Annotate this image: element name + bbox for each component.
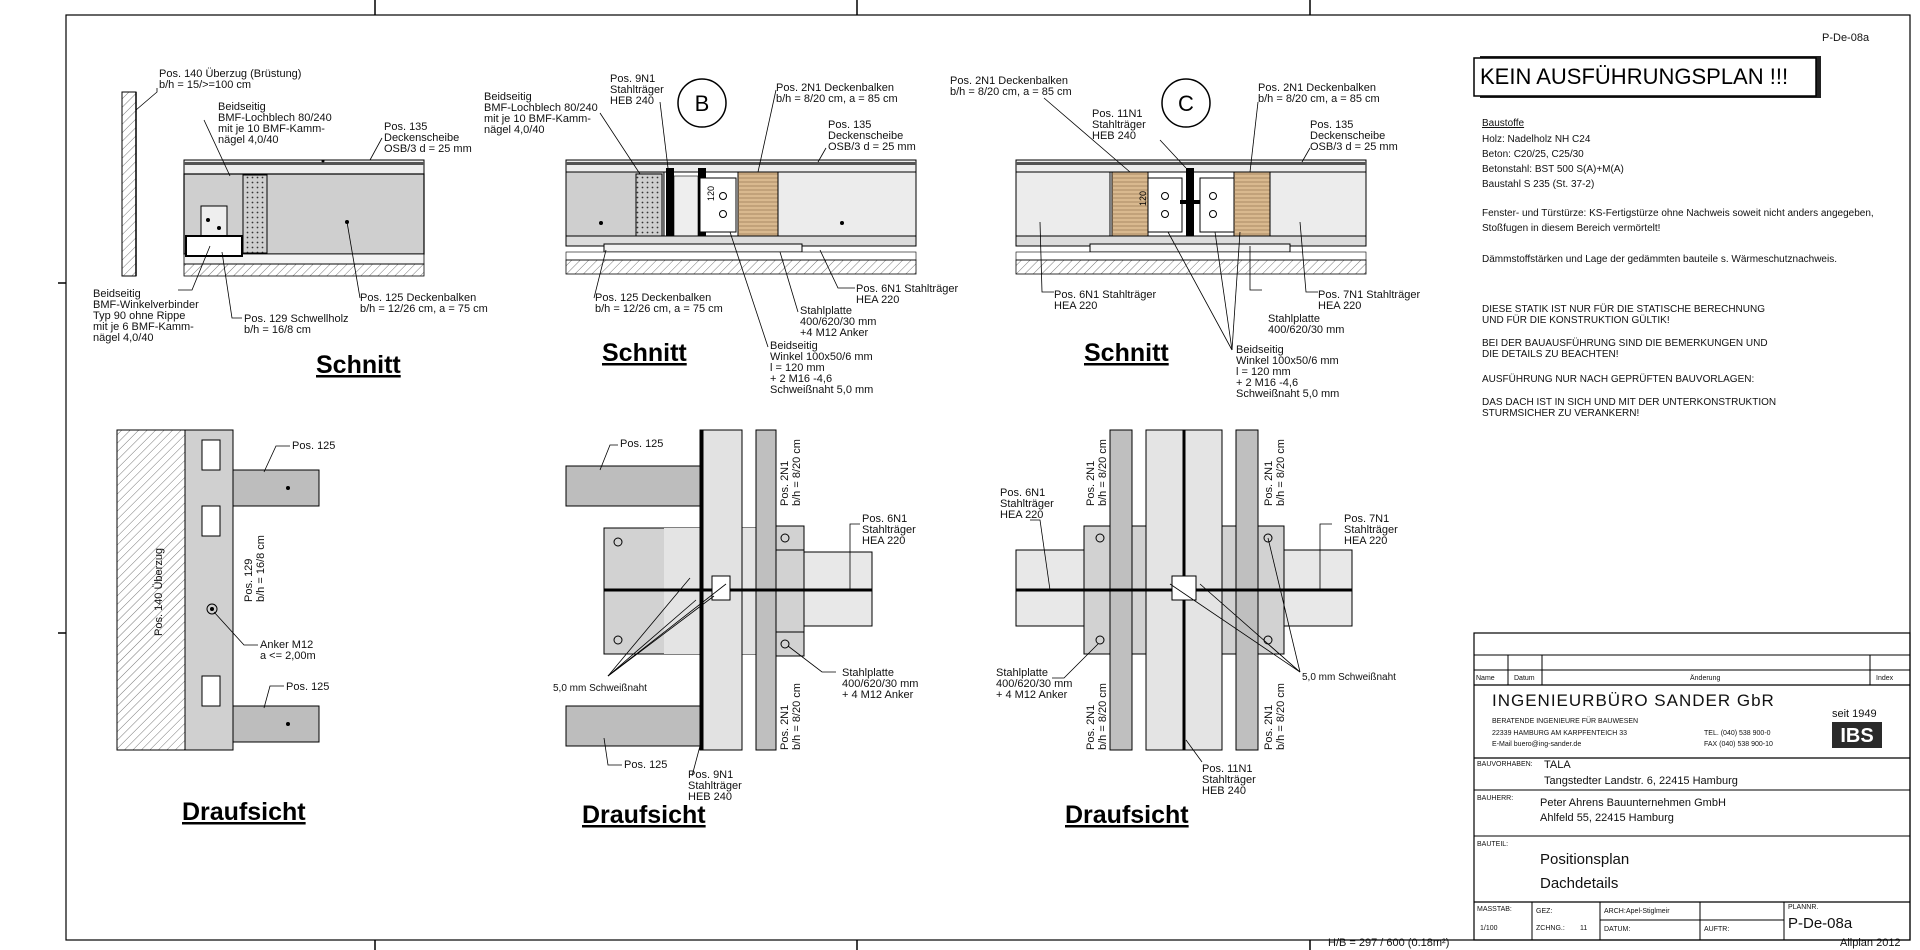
label-b-pos9n1-1: Pos. 9N1 (610, 73, 656, 85)
plan-a-pos140: Pos. 140 Überzug (153, 547, 165, 636)
plan-c-pos6n1-2: Stahlträger (1000, 498, 1054, 510)
label-c-pos135-2: Deckenscheibe (1310, 130, 1386, 142)
tb-lbl-arch: ARCH: (1604, 908, 1626, 915)
label-b-lochblech-4: nägel 4,0/40 (484, 124, 545, 136)
plan-a-pos125-bottom: Pos. 125 (286, 681, 330, 693)
plan-a-pos129-1: Pos. 129 (243, 558, 255, 602)
label-b-stahlplatte-1: Stahlplatte (800, 305, 852, 317)
tb-bauherr-2: Ahlfeld 55, 22415 Hamburg (1540, 812, 1674, 824)
plan-b-pos2n1-bottom-2: b/h = 8/20 cm (791, 683, 803, 750)
title-schnitt-a: Schnitt (316, 351, 401, 379)
plan-a-pos129-2: b/h = 16/8 cm (255, 535, 267, 602)
tb-tel: TEL. (040) 538 900-0 (1704, 730, 1771, 737)
label-b-winkel-1: Beidseitig (770, 340, 818, 352)
tb-col-name: Name (1476, 675, 1495, 682)
label-a-winkel-5: nägel 4,0/40 (93, 332, 154, 344)
label-b-pos135-3: OSB/3 d = 25 mm (828, 141, 916, 153)
title-draufsicht-c: Draufsicht (1065, 801, 1189, 829)
label-b-stahlplatte-2: 400/620/30 mm (800, 316, 877, 328)
tb-address: 22339 HAMBURG AM KARPFENTEICH 33 (1492, 730, 1627, 737)
plan-c-stahlplatte-1: Stahlplatte (996, 667, 1048, 679)
tb-lbl-plannr: PLANNR. (1788, 904, 1819, 911)
label-b-pos125-1: Pos. 125 Deckenbalken (595, 292, 712, 304)
plan-b-pos2n1-top-1: Pos. 2N1 (779, 460, 791, 506)
label-c-pos7n1-2: HEA 220 (1318, 300, 1362, 312)
notes-material-2: Beton: C20/25, C25/30 (1482, 149, 1584, 160)
title-draufsicht-a: Draufsicht (182, 798, 306, 826)
plan-c-pos2n1-bl-1: Pos. 2N1 (1085, 704, 1097, 750)
tb-fax: FAX (040) 538 900-10 (1704, 741, 1773, 748)
label-b-pos2n1-1: Pos. 2N1 Deckenbalken (776, 82, 895, 94)
tb-lbl-auftr: AUFTR: (1704, 926, 1730, 933)
plan-c-pos2n1-bl-2: b/h = 8/20 cm (1097, 683, 1109, 750)
sheet-format: H/B = 297 / 600 (0.18m²) (1328, 937, 1450, 949)
label-a-lochblech-1: Beidseitig (218, 101, 266, 113)
plan-b-pos6n1-1: Pos. 6N1 (862, 513, 908, 525)
dim-b-120: 120 (706, 185, 716, 201)
label-c-pos135-1: Pos. 135 (1310, 119, 1354, 131)
plan-b-pos9n1-3: HEB 240 (688, 791, 733, 803)
label-c-pos2n1-left-2: b/h = 8/20 cm, a = 85 cm (950, 86, 1072, 98)
tb-bauvorhaben-1: TALA (1544, 759, 1571, 771)
notes-material-3: Betonstahl: BST 500 S(A)+M(A) (1482, 164, 1624, 175)
plan-a-anker-1: Anker M12 (260, 639, 314, 651)
tb-lbl-bauvorhaben: BAUVORHABEN: (1477, 761, 1533, 768)
plan-c-pos7n1-1: Pos. 7N1 (1344, 513, 1390, 525)
plan-c-pos7n1-3: HEA 220 (1344, 535, 1388, 547)
plan-b-schweiss: 5,0 mm Schweißnaht (553, 683, 647, 694)
plan-b-pos125-bottom: Pos. 125 (624, 759, 668, 771)
plan-c-pos2n1-br-2: b/h = 8/20 cm (1275, 683, 1287, 750)
sheet-software: Allplan 2012 (1840, 937, 1901, 949)
tb-subtitle: BERATENDE INGENIEURE FÜR BAUWESEN (1492, 718, 1639, 725)
plan-b (553, 430, 918, 803)
plan-c-pos2n1-tr-1: Pos. 2N1 (1263, 460, 1275, 506)
label-b-pos135-1: Pos. 135 (828, 119, 872, 131)
plan-a-pos125-top: Pos. 125 (292, 440, 336, 452)
notes-caps-2: UND FÜR DIE KONSTRUKTION GÜLTIK! (1482, 315, 1670, 326)
notes-caps-5: DIE DETAILS ZU BEACHTEN! (1482, 349, 1619, 360)
label-b-winkel-2: Winkel 100x50/6 mm (770, 351, 873, 363)
plan-c-pos11n1-3: HEB 240 (1202, 785, 1247, 797)
label-a-lochblech-2: BMF-Lochblech 80/240 (218, 112, 332, 124)
label-c-pos135-3: OSB/3 d = 25 mm (1310, 141, 1398, 153)
title-schnitt-b: Schnitt (602, 339, 687, 367)
label-a-pos129-1: Pos. 129 Schwellholz (244, 313, 349, 325)
label-b-pos9n1-2: Stahlträger (610, 84, 664, 96)
label-b-lochblech-3: mit je 10 BMF-Kamm- (484, 113, 591, 125)
tb-lbl-datum: DATUM: (1604, 926, 1631, 933)
plan-b-stahlplatte-3: + 4 M12 Anker (842, 689, 914, 701)
tb-col-datum: Datum (1514, 675, 1535, 682)
label-b-winkel-5: Schweißnaht 5,0 mm (770, 384, 874, 396)
label-a-winkel-3: Typ 90 ohne Rippe (93, 310, 186, 322)
plan-c-pos2n1-tl-2: b/h = 8/20 cm (1097, 439, 1109, 506)
label-c-winkel-4: + 2 M16 -4,6 (1236, 377, 1299, 389)
plan-c-pos11n1-2: Stahlträger (1202, 774, 1256, 786)
notes-caps-9: DAS DACH IST IN SICH UND MIT DER UNTERKONSTRUKTION (1482, 397, 1777, 408)
label-a-pos135-1: Pos. 135 (384, 121, 428, 133)
tb-email: E-Mail buero@ing-sander.de (1492, 741, 1582, 748)
tb-col-aenderung: Änderung (1690, 675, 1721, 682)
section-a (93, 68, 488, 344)
tb-bauteil-2: Dachdetails (1540, 875, 1619, 892)
title-schnitt-c: Schnitt (1084, 339, 1169, 367)
tb-zchng: 11 (1580, 925, 1588, 932)
label-b-pos135-2: Deckenscheibe (828, 130, 904, 142)
notes-para2: Dämmstoffstärken und Lage der gedämmten bauteile s. Wärmeschutznachweis. (1482, 254, 1837, 265)
notes-material-1: Holz: Nadelholz NH C24 (1482, 134, 1591, 145)
sheet-id-top: P-De-08a (1822, 32, 1870, 44)
section-c (950, 75, 1420, 400)
plan-c (996, 430, 1398, 797)
label-b-pos125-2: b/h = 12/26 cm, a = 75 cm (595, 303, 723, 315)
plan-c-pos2n1-tl-1: Pos. 2N1 (1085, 460, 1097, 506)
label-a-lochblech-3: mit je 10 BMF-Kamm- (218, 123, 325, 135)
label-c-pos11n1-3: HEB 240 (1092, 130, 1137, 142)
label-a-pos125-1: Pos. 125 Deckenbalken (360, 292, 477, 304)
plan-b-pos9n1-2: Stahlträger (688, 780, 742, 792)
notes-para1-2: Stoßfugen in diesem Bereich vermörtelt! (1482, 223, 1661, 234)
label-c-pos6n1-2: HEA 220 (1054, 300, 1098, 312)
tb-company: INGENIEURBÜRO SANDER GbR (1492, 691, 1775, 710)
label-b-pos9n1-3: HEB 240 (610, 95, 655, 107)
label-c-winkel-1: Beidseitig (1236, 344, 1284, 356)
tb-col-index: Index (1876, 675, 1894, 682)
plan-c-schweiss: 5,0 mm Schweißnaht (1302, 672, 1396, 683)
section-b (484, 73, 958, 396)
label-a-winkel-4: mit je 6 BMF-Kamm- (93, 321, 194, 333)
tb-lbl-gez: GEZ: (1536, 908, 1553, 915)
plan-c-pos2n1-tr-2: b/h = 8/20 cm (1275, 439, 1287, 506)
plan-c-pos2n1-br-1: Pos. 2N1 (1263, 704, 1275, 750)
ibs-logo-text: IBS (1840, 725, 1874, 747)
notes-caps-4: BEI DER BAUAUSFÜHRUNG SIND DIE BEMERKUNGEN UND (1482, 338, 1768, 349)
label-c-pos7n1-1: Pos. 7N1 Stahlträger (1318, 289, 1421, 301)
label-c-winkel-2: Winkel 100x50/6 mm (1236, 355, 1339, 367)
label-a-pos140-1: Pos. 140 Überzug (Brüstung) (159, 68, 302, 80)
label-a-pos135-2: Deckenscheibe (384, 132, 460, 144)
notes-caps-7: AUSFÜHRUNG NUR NACH GEPRÜFTEN BAUVORLAGEN: (1482, 374, 1755, 385)
label-b-winkel-4: + 2 M16 -4,6 (770, 373, 833, 385)
label-b-lochblech-1: Beidseitig (484, 91, 532, 103)
label-c-stahlplatte-2: 400/620/30 mm (1268, 324, 1345, 336)
label-c-pos11n1-1: Pos. 11N1 (1092, 108, 1143, 120)
plan-a (117, 430, 335, 750)
title-draufsicht-b: Draufsicht (582, 801, 706, 829)
tb-lbl-bauteil: BAUTEIL: (1477, 841, 1509, 848)
marker-c-label: C (1178, 91, 1194, 116)
label-c-pos2n1-right-2: b/h = 8/20 cm, a = 85 cm (1258, 93, 1380, 105)
label-c-pos2n1-right-1: Pos. 2N1 Deckenbalken (1258, 82, 1377, 94)
label-c-pos2n1-left-1: Pos. 2N1 Deckenbalken (950, 75, 1069, 87)
tb-bauteil-1: Positionsplan (1540, 851, 1630, 868)
plan-b-stahlplatte-2: 400/620/30 mm (842, 678, 919, 690)
plan-b-pos6n1-2: Stahlträger (862, 524, 916, 536)
tb-bauvorhaben-2: Tangstedter Landstr. 6, 22415 Hamburg (1544, 775, 1738, 787)
label-a-pos125-2: b/h = 12/26 cm, a = 75 cm (360, 303, 488, 315)
plan-c-pos6n1-3: HEA 220 (1000, 509, 1044, 521)
label-c-pos11n1-2: Stahlträger (1092, 119, 1146, 131)
tb-lbl-massstab: MASSTAB: (1477, 906, 1512, 913)
label-b-winkel-3: l = 120 mm (770, 362, 825, 374)
plan-b-stahlplatte-1: Stahlplatte (842, 667, 894, 679)
label-b-pos6n1-2: HEA 220 (856, 294, 900, 306)
label-a-winkel-2: BMF-Winkelverbinder (93, 299, 199, 311)
plan-a-anker-2: a <= 2,00m (260, 650, 316, 662)
label-b-stahlplatte-3: +4 M12 Anker (800, 327, 869, 339)
tb-since: seit 1949 (1832, 708, 1877, 720)
label-c-pos6n1-1: Pos. 6N1 Stahlträger (1054, 289, 1157, 301)
plan-c-pos7n1-2: Stahlträger (1344, 524, 1398, 536)
notes-material-4: Baustahl S 235 (St. 37-2) (1482, 179, 1595, 190)
label-a-lochblech-4: nägel 4,0/40 (218, 134, 279, 146)
label-c-stahlplatte-1: Stahlplatte (1268, 313, 1320, 325)
tb-arch: Apel-Stiglmeir (1626, 908, 1670, 915)
notes-heading: Baustoffe (1482, 118, 1525, 129)
label-a-pos140-2: b/h = 15/>=100 cm (159, 79, 252, 91)
label-a-winkel-1: Beidseitig (93, 288, 141, 300)
tb-plannr: P-De-08a (1788, 915, 1853, 932)
dim-c-120: 120 (1138, 190, 1148, 206)
marker-b-label: B (694, 91, 710, 116)
label-a-pos135-3: OSB/3 d = 25 mm (384, 143, 472, 155)
label-b-pos6n1-1: Pos. 6N1 Stahlträger (856, 283, 959, 295)
plan-b-pos2n1-bottom-1: Pos. 2N1 (779, 704, 791, 750)
plan-c-pos6n1-1: Pos. 6N1 (1000, 487, 1046, 499)
tb-massstab: 1/100 (1480, 925, 1498, 932)
plan-b-pos125-top: Pos. 125 (620, 438, 664, 450)
label-c-winkel-3: l = 120 mm (1236, 366, 1291, 378)
plan-c-stahlplatte-3: + 4 M12 Anker (996, 689, 1068, 701)
tb-lbl-zchng: ZCHNG.: (1536, 925, 1565, 932)
plan-b-pos9n1-1: Pos. 9N1 (688, 769, 734, 781)
plan-c-pos11n1-1: Pos. 11N1 (1202, 763, 1253, 775)
label-c-winkel-5: Schweißnaht 5,0 mm (1236, 388, 1340, 400)
tb-bauherr-1: Peter Ahrens Bauunternehmen GmbH (1540, 797, 1726, 809)
plan-c-stahlplatte-2: 400/620/30 mm (996, 678, 1073, 690)
notes-caps-10: STURMSICHER ZU VERANKERN! (1482, 408, 1640, 419)
plan-b-pos2n1-top-2: b/h = 8/20 cm (791, 439, 803, 506)
notes-para1-1: Fenster- und Türstürze: KS-Fertigstürze ohne Nachweis soweit nicht anders angegeben, (1482, 208, 1874, 219)
plan-b-pos6n1-3: HEA 220 (862, 535, 906, 547)
tb-lbl-bauherr: BAUHERR: (1477, 795, 1514, 802)
label-a-pos129-2: b/h = 16/8 cm (244, 324, 311, 336)
warning-text: KEIN AUSFÜHRUNGSPLAN !!! (1480, 64, 1789, 89)
notes-caps-1: DIESE STATIK IST NUR FÜR DIE STATISCHE BERECHNUNG (1482, 304, 1765, 315)
label-b-lochblech-2: BMF-Lochblech 80/240 (484, 102, 598, 114)
label-b-pos2n1-2: b/h = 8/20 cm, a = 85 cm (776, 93, 898, 105)
